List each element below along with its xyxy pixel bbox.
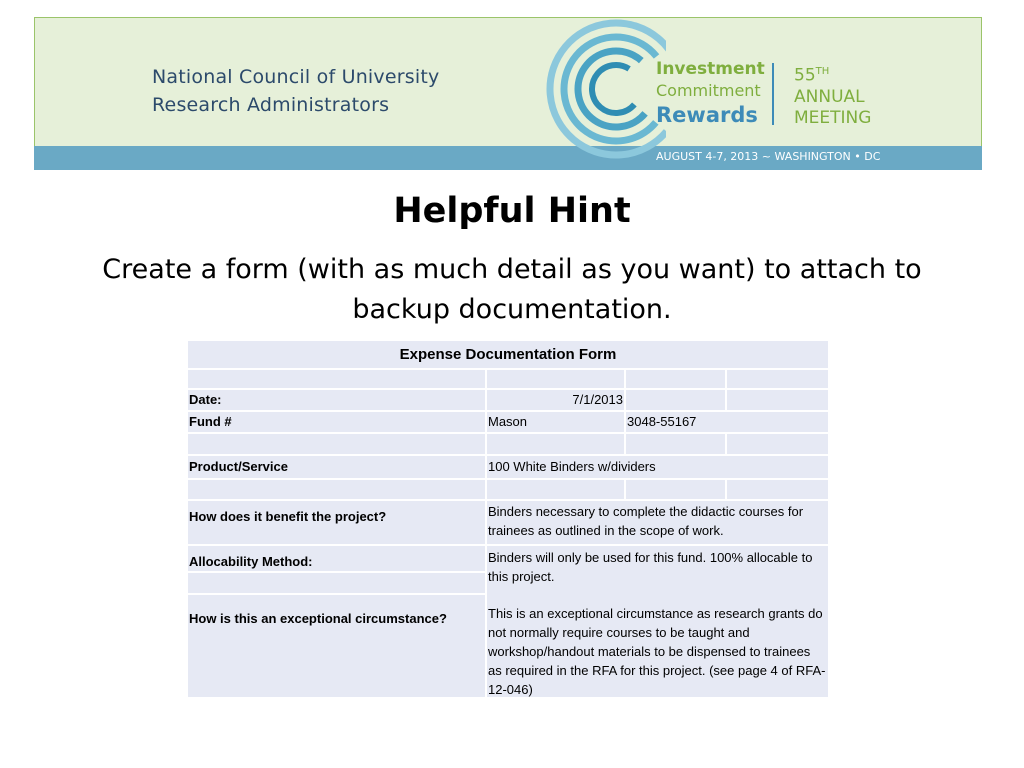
fund-label: Fund # [188, 412, 485, 432]
paragraph-gap [488, 586, 827, 604]
blank-cell [626, 480, 725, 499]
product-value: 100 White Binders w/dividers [487, 456, 828, 478]
conference-tagline [656, 58, 765, 128]
tagline-investment: Investment [656, 59, 765, 79]
benefit-value: Binders necessary to complete the didactic courses for trainees as outlined in the scope of work. [487, 501, 828, 544]
benefit-label: How does it benefit the project? [188, 501, 485, 544]
meeting-suffix: TH [815, 66, 830, 77]
fund-name: Mason [487, 412, 624, 432]
blank-cell [487, 434, 624, 454]
meeting-meeting: MEETING [794, 107, 872, 128]
blank-cell [727, 480, 828, 499]
banner-divider [772, 63, 774, 125]
organization-name [152, 63, 439, 119]
blank-cell [727, 370, 828, 388]
blank-cell [487, 480, 624, 499]
blank-cell [626, 390, 725, 410]
blank-cell [727, 390, 828, 410]
tagline-rewards: Rewards [656, 103, 758, 127]
blank-cell [626, 370, 725, 388]
blank-cell [188, 434, 485, 454]
org-line-1: National Council of University [152, 66, 440, 88]
blank-cell [188, 480, 485, 499]
expense-documentation-form [188, 341, 828, 697]
meeting-number: 55 [794, 65, 816, 86]
form-header: Expense Documentation Form [188, 341, 828, 368]
blank-cell [188, 573, 485, 593]
exceptional-value: This is an exceptional circumstance as research grants do not normally require courses to be taught and workshop/handout materials to be dispensed to trainees as required in the RFA for this project. (see page 4 of RFA-12-046) [488, 606, 826, 697]
blank-cell [188, 370, 485, 388]
slide-subtitle: Create a form (with as much detail as you want) to attach to backup documentation. [102, 254, 922, 325]
slide-title: Helpful Hint [393, 191, 631, 231]
blank-cell [487, 370, 624, 388]
exceptional-label: How is this an exceptional circumstance? [188, 595, 485, 697]
allocability-exceptional-block [487, 546, 828, 697]
product-label: Product/Service [188, 456, 485, 478]
date-value: 7/1/2013 [487, 390, 624, 410]
blank-cell [626, 434, 725, 454]
allocability-label: Allocability Method: [188, 546, 485, 571]
tagline-commitment: Commitment [656, 81, 761, 100]
concentric-c-logo-icon [546, 17, 666, 170]
date-label: Date: [188, 390, 485, 410]
org-line-2: Research Administrators [152, 94, 390, 116]
conference-banner [34, 17, 982, 170]
allocability-value: Binders will only be used for this fund. 100% allocable to this project. [488, 550, 813, 584]
meeting-date-location: AUGUST 4-7, 2013 ~ WASHINGTON • DC [656, 150, 881, 163]
annual-meeting-label [794, 61, 871, 129]
meeting-annual: ANNUAL [794, 86, 865, 107]
blank-cell [727, 434, 828, 454]
fund-number: 3048-55167 [626, 412, 828, 432]
